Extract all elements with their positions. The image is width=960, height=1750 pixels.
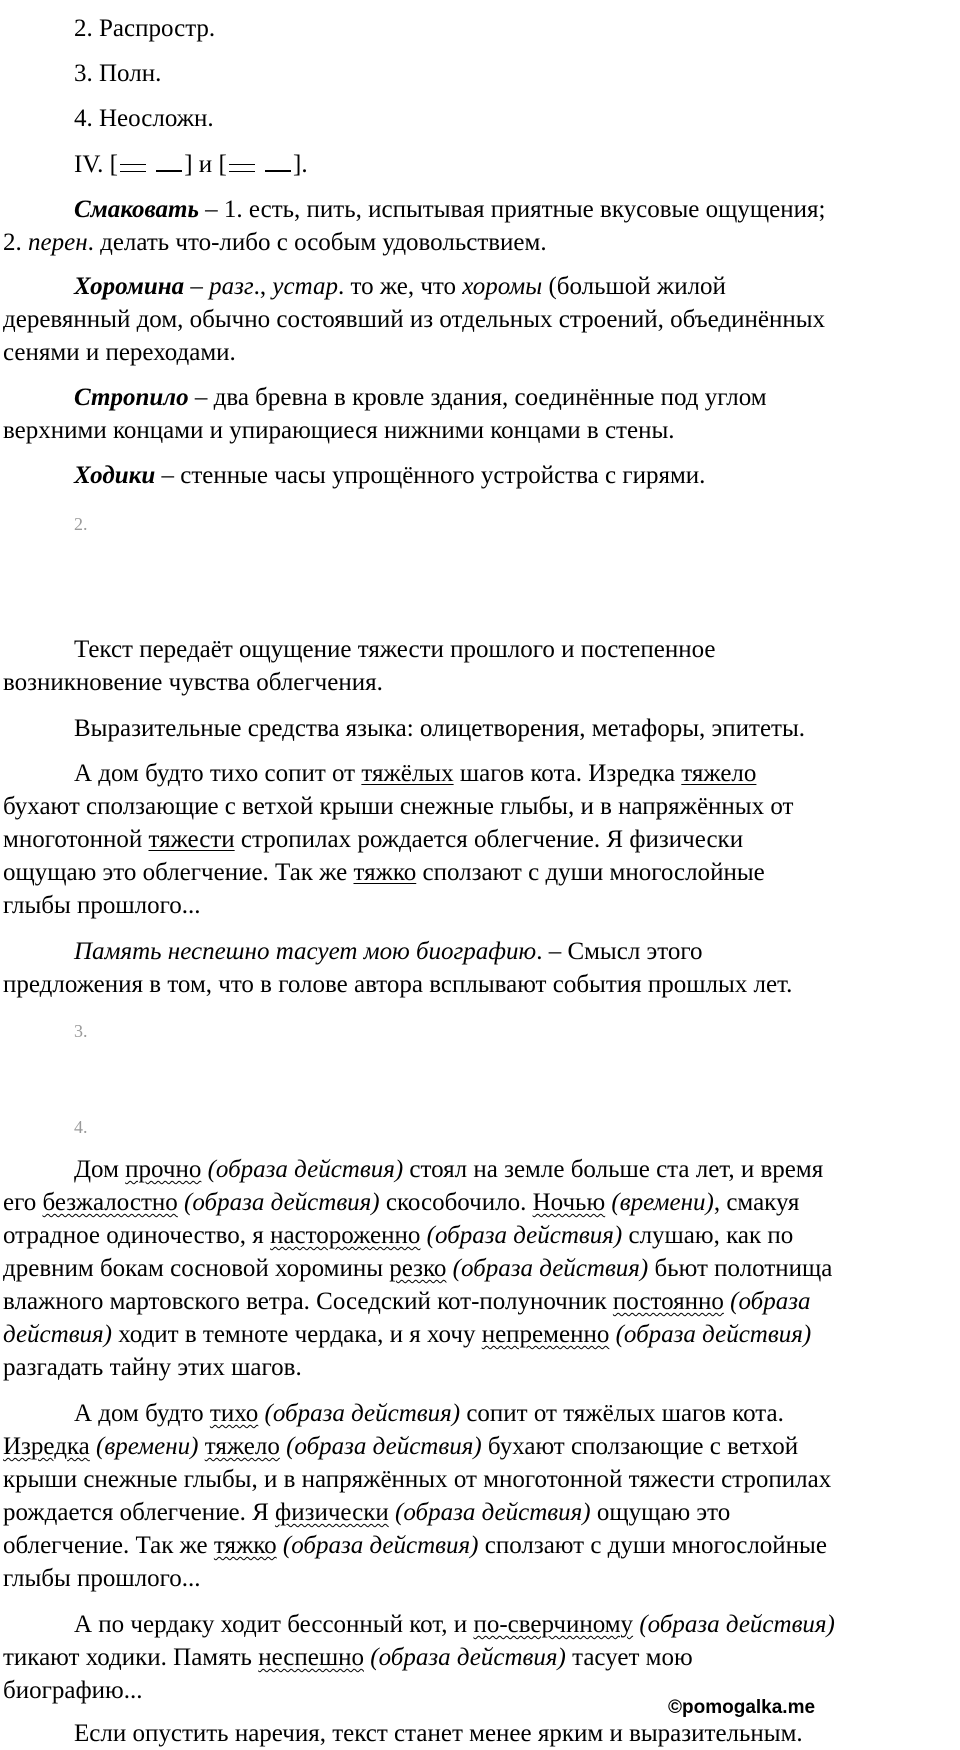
text: сползают с души многослойные [478,1532,827,1559]
paragraph-line [3,856,765,889]
text: древним бокам сосновой хоромины [3,1255,390,1282]
adverb: неспешно [258,1644,365,1671]
paragraph-line [74,935,703,968]
adverb-category: (времени) [89,1433,205,1460]
text: А по чердаку ходит бессонный кот, и [74,1611,474,1638]
adverb: постоянно [612,1288,724,1315]
predicate-mark [156,169,182,172]
adverb: тяжко [213,1532,277,1559]
text: А дом будто [74,1400,210,1427]
glossary-entry-khodiki [74,459,705,492]
paragraph-line: Текст передаёт ощущение тяжести прошлого и постепенное [74,636,716,663]
text: Дом [74,1156,126,1183]
glossary-definition: – два бревна в кровле здания, соединённые под углом [188,384,767,411]
site-watermark: ©pomogalka.me [668,1697,816,1718]
underlined-word: тяжёлых [361,760,454,787]
adverb-category: (образа действия) [258,1400,461,1427]
adverb: настороженно [270,1222,421,1249]
paragraph-line: предложения в том, что в голове автора всплывают события прошлых лет. [3,971,793,998]
text: . то же, что [337,273,463,300]
text: . – Смысл этого [536,938,703,965]
paragraph-line [3,1318,811,1351]
adverb-category: (образа действия) [177,1189,380,1216]
paragraph-line: разгадать тайну этих шагов. [3,1354,302,1381]
text: ощущаю это облегчение. Так же [3,859,354,886]
paragraph-line [3,823,743,856]
paragraph-line [3,1430,798,1463]
paragraph-line [3,1496,730,1529]
list-item-text: 4. Неосложн. [74,105,214,132]
glossary-definition: – 1. есть, пить, испытывая приятные вкусовые ощущения; [198,196,826,223]
text: бьют полотнища [648,1255,833,1282]
adverb: прочно [125,1156,202,1183]
abbr: перен [28,229,88,256]
paragraph-line: Выразительные средства языка: олицетворения, метафоры, эпитеты. [74,715,806,742]
underlined-word: тяжко [353,859,417,886]
list-item-text: 3. Полн. [74,60,162,87]
text: 2. [3,229,28,256]
text: сопит от тяжёлых шагов кота. [460,1400,784,1427]
paragraph-line: глыбы прошлого... [3,1565,201,1592]
adverb-category: (образа действия) [201,1156,404,1183]
text: , смакуя [713,1189,800,1216]
adverb-category: (образа действия) [609,1321,812,1348]
paragraph-line [3,1285,810,1318]
adverb-category: (образа действия) [388,1499,591,1526]
section-number-3: 3. [74,1021,88,1041]
text: . делать что-либо с особым удовольствием. [87,229,547,256]
text: тасует мою [565,1644,693,1671]
adverb-category: (образа [723,1288,811,1315]
underlined-word: тяжело [681,760,757,787]
glossary-term: Ходики [74,462,156,489]
text: слушаю, как по [622,1222,794,1249]
adverb-category: (времени) [605,1189,714,1216]
adverb-category: (образа действия) [420,1222,623,1249]
adverb: физически [275,1499,389,1526]
text: ., [253,273,273,300]
paragraph-line [3,1219,793,1252]
text: облегчение. Так же [3,1532,214,1559]
text: его [3,1189,43,1216]
adverb-category: (образа действия) [446,1255,649,1282]
predicate-mark [265,169,291,172]
text: – [184,273,210,300]
text: сползают с души многослойные [416,859,765,886]
adverb: Изредка [3,1433,90,1460]
glossary-term: Стропило [74,384,189,411]
glossary-entry-smakovat [74,193,825,226]
paragraph-line: бухают сползающие с ветхой крыши снежные глыбы, и в напряжённых от [3,793,794,820]
list-item [74,12,215,45]
text: ощущаю это [590,1499,731,1526]
scheme-end: ]. [293,151,308,178]
glossary-entry-khoromina [74,270,726,303]
adverb: тяжело [204,1433,280,1460]
paragraph-line [3,1186,799,1219]
text: (большой жилой [542,273,726,300]
section-number-2: 2. [74,514,88,534]
text: влажного мартовского ветра. Соседский кот-полуночник [3,1288,613,1315]
adverb-category: (образа действия) [364,1644,566,1671]
adverb-category: действия) [3,1321,112,1348]
underlined-word: тяжести [148,826,235,853]
adverb-category: (образа действия) [276,1532,479,1559]
list-item-text: 2. Распростр. [74,15,216,42]
text: А дом будто тихо сопит от [74,760,362,787]
subject-mark [229,164,255,172]
word: хоромы [462,273,543,300]
paragraph-line: глыбы прошлого... [3,892,201,919]
paragraph-line: крыши снежные глыбы, и в напряжённых от многотонной тяжести стропилах [3,1466,832,1493]
paragraph-line [74,757,756,790]
glossary-line: деревянный дом, обычно состоявший из отдельных строений, объединённых [3,306,826,333]
glossary-line: верхними концами и упирающиеся нижними концами в стены. [3,417,675,444]
glossary-term: Хоромина [74,273,185,300]
list-item [74,57,161,90]
text: бухают сползающие с ветхой [481,1433,799,1460]
paragraph-line [74,1608,835,1641]
text: рождается облегчение. Я [3,1499,276,1526]
scheme-prefix: IV. [ [74,151,118,178]
abbr: устар [272,273,338,300]
paragraph-line [3,1252,832,1285]
adverb: по-сверчиному [473,1611,634,1638]
text: отрадное одиночество, я [3,1222,271,1249]
adverb: Ночью [532,1189,606,1216]
text: многотонной [3,826,149,853]
list-item [74,102,214,135]
adverb: тихо [209,1400,259,1427]
adverb: непременно [481,1321,610,1348]
paragraph-line [74,1153,823,1186]
adverb-category: (образа действия) [633,1611,835,1638]
adverb: резко [389,1255,447,1282]
quoted-sentence: Память неспешно тасует мою биографию [74,938,537,965]
paragraph-line: Если опустить наречия, текст станет менее ярким и выразительным. [74,1720,803,1747]
glossary-term: Смаковать [74,196,199,223]
glossary-line: сенями и переходами. [3,339,236,366]
adverb-category: (образа действия) [279,1433,482,1460]
text: стропилах рождается облегчение. Я физически [234,826,744,853]
sentence-scheme [74,148,308,181]
paragraph-line [3,1641,693,1674]
section-number-4: 4. [74,1117,88,1137]
glossary-entry-stropilo [74,381,767,414]
text: тикают ходики. Память [3,1644,259,1671]
adverb: безжалостно [42,1189,178,1216]
glossary-line [3,226,547,259]
paragraph-line [3,1529,827,1562]
scheme-mid: ] и [ [184,151,227,178]
paragraph-line [74,1397,784,1430]
paragraph-line: возникновение чувства облегчения. [3,669,383,696]
text: стоял на земле больше ста лет, и время [403,1156,824,1183]
abbr: разг [209,273,254,300]
subject-mark [120,164,146,172]
text: ходит в темноте чердака, и я хочу [112,1321,482,1348]
text: скособочило. [379,1189,533,1216]
glossary-definition: – стенные часы упрощённого устройства с гирями. [155,462,706,489]
text: шагов кота. Изредка [453,760,682,787]
paragraph-line: биографию... [3,1677,143,1704]
